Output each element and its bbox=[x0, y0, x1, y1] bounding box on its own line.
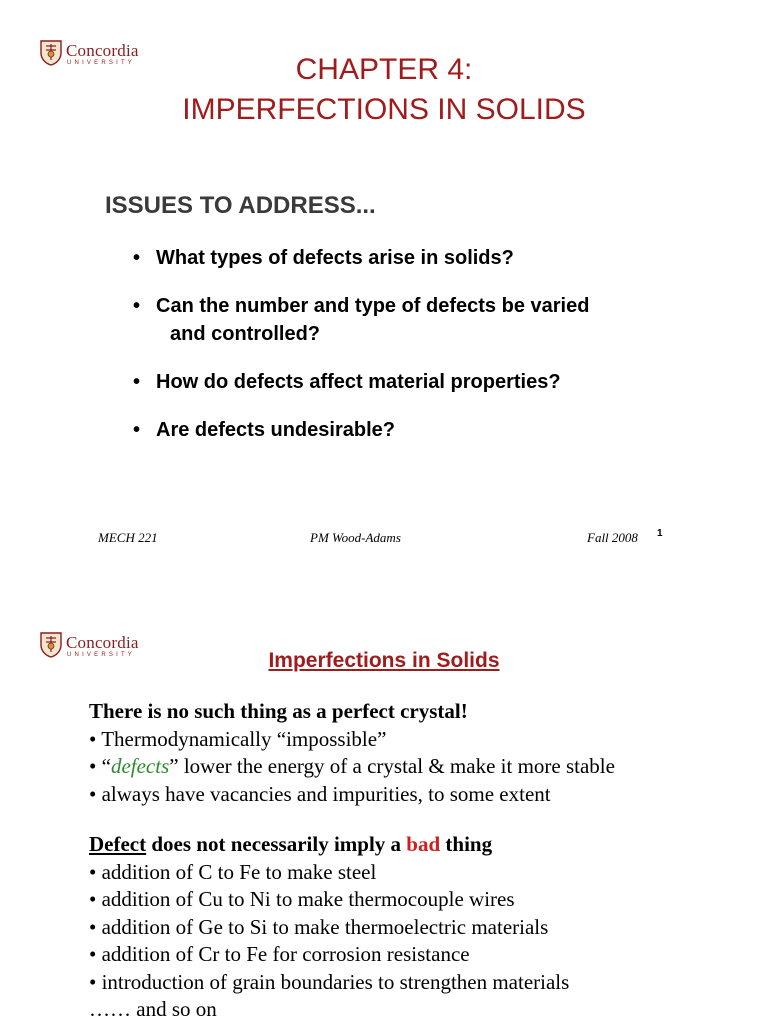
example-item: • addition of Cr to Fe for corrosion resistance bbox=[89, 942, 470, 966]
point-suffix: ” lower the energy of a crystal & make it more stable bbox=[169, 754, 615, 778]
footer-course: MECH 221 bbox=[98, 530, 158, 545]
bad-highlight: bad bbox=[406, 832, 441, 856]
issue-text: What types of defects arise in solids? bbox=[156, 247, 514, 269]
defect-heading-middle: does not necessarily imply a bbox=[146, 832, 407, 856]
point-item: • Thermodynamically “impossible” bbox=[89, 726, 387, 751]
bullet: • bbox=[133, 371, 141, 393]
logo-wordmark: Concordia bbox=[66, 41, 139, 60]
slide-title: Imperfections in Solids bbox=[268, 649, 500, 672]
example-item: • addition of C to Fe to make steel bbox=[89, 859, 377, 884]
footer-author: PM Wood-Adams bbox=[310, 530, 401, 545]
intro-block bbox=[89, 698, 749, 808]
intro-statement: There is no such thing as a perfect crystal! bbox=[89, 699, 468, 723]
issue-text: Are defects undesirable? bbox=[156, 419, 395, 441]
defect-block bbox=[89, 831, 749, 1024]
example-item: • introduction of grain boundaries to strengthen materials bbox=[89, 969, 570, 994]
footer-term: Fall 2008 bbox=[587, 530, 638, 545]
defect-heading bbox=[89, 831, 749, 859]
chapter-title-line-2: IMPERFECTIONS IN SOLIDS bbox=[182, 93, 586, 126]
chapter-title bbox=[0, 50, 768, 130]
page-number: 1 bbox=[657, 528, 663, 539]
example-item: …… and so on bbox=[89, 997, 217, 1021]
issue-item bbox=[133, 244, 716, 272]
issue-item bbox=[133, 416, 716, 444]
point-prefix: • “ bbox=[89, 754, 111, 778]
issues-list bbox=[133, 244, 716, 464]
issue-text-continued: and controlled? bbox=[170, 323, 320, 345]
logo-wordmark: Concordia bbox=[66, 633, 139, 652]
issue-item bbox=[133, 292, 716, 348]
issue-text: Can the number and type of defects be varied bbox=[156, 295, 590, 317]
bullet: • bbox=[133, 295, 141, 317]
example-item: • addition of Ge to Si to make thermoelectric materials bbox=[89, 914, 549, 939]
issues-heading: ISSUES TO ADDRESS... bbox=[105, 192, 376, 219]
point-item: • always have vacancies and impurities, to some extent bbox=[89, 781, 551, 806]
slide-2 bbox=[0, 605, 768, 1024]
bullet: • bbox=[133, 419, 141, 441]
issue-item bbox=[133, 368, 716, 396]
chapter-title-line-1: CHAPTER 4: bbox=[295, 53, 473, 86]
bullet: • bbox=[133, 247, 141, 269]
defects-highlight: defects bbox=[110, 754, 170, 778]
defect-heading-end: thing bbox=[440, 832, 493, 856]
logo-subtitle: UNIVERSITY bbox=[67, 652, 136, 658]
logo-subtitle: UNIVERSITY bbox=[67, 60, 136, 66]
example-item: • addition of Cu to Ni to make thermocouple wires bbox=[89, 887, 515, 911]
defect-word: Defect bbox=[89, 832, 147, 856]
issue-text: How do defects affect material properties? bbox=[156, 371, 561, 393]
point-item bbox=[89, 753, 749, 781]
